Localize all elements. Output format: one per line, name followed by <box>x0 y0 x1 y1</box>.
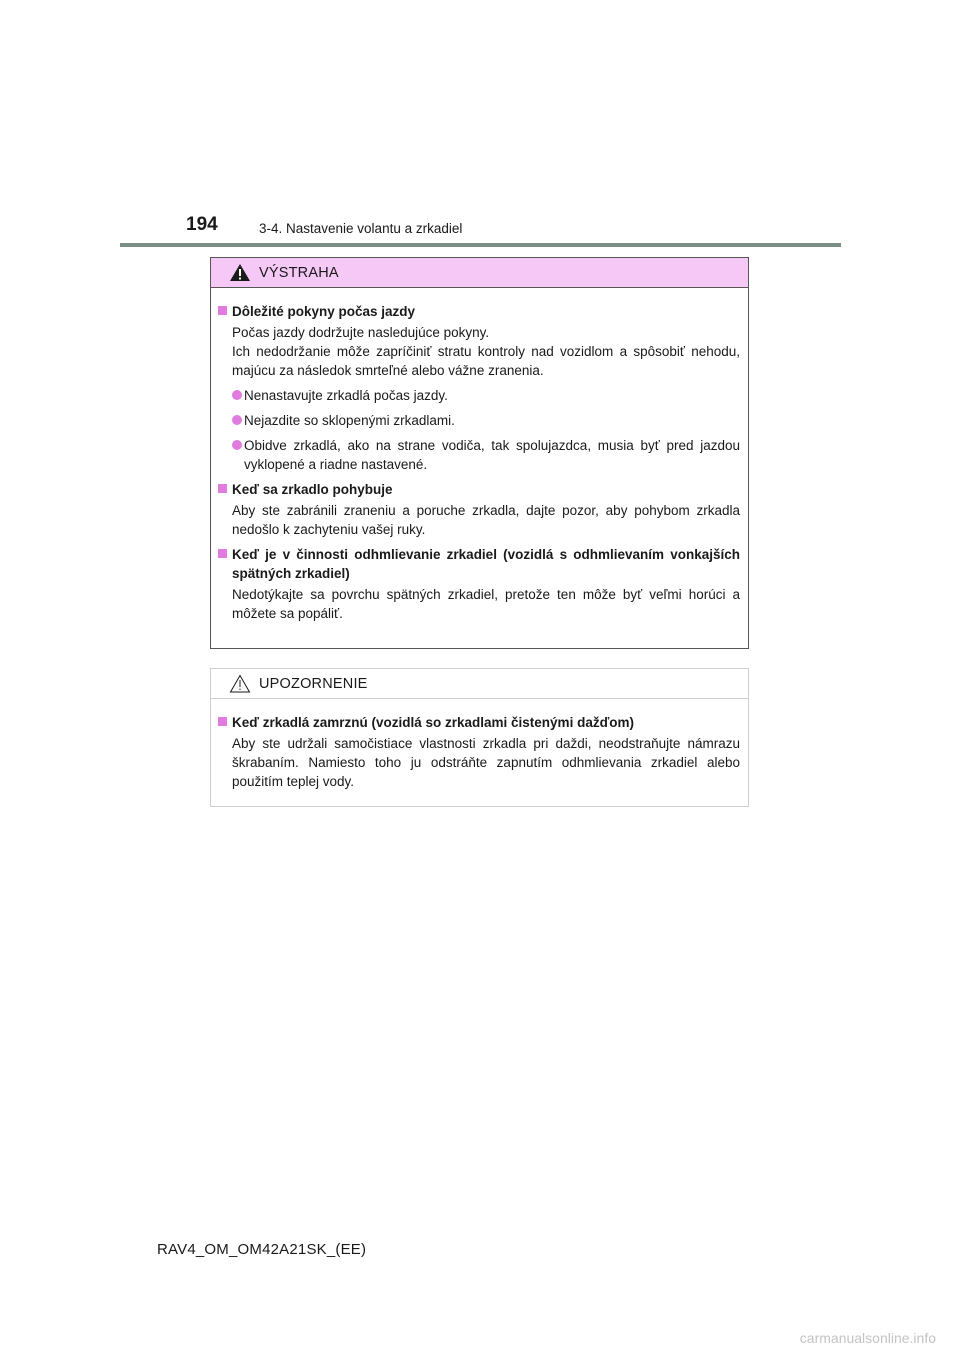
section-heading: Keď zrkadlá zamrznú (vozidlá so zrkadlami čistenými dažďom) <box>232 715 635 730</box>
paragraph: Nedotýkajte sa povrchu spätných zrkadiel, pretože ten môže byť veľmi horúci a môžete sa popáliť. <box>232 587 740 621</box>
list-item-text: Nenastavujte zrkadlá počas jazdy. <box>244 388 448 403</box>
square-bullet-icon <box>218 484 228 493</box>
paragraph: Aby ste udržali samočistiace vlastnosti zrkadla pri daždi, neodstraňujte námrazu škrabaním. Namiesto toho ju odstráňte zapnutím odhmlievania zrkadiel alebo použitím teplej vody. <box>232 736 740 789</box>
section-title: 3-4. Nastavenie volantu a zrkadiel <box>259 221 463 236</box>
header-rule <box>120 243 841 247</box>
round-bullet-icon <box>232 440 244 450</box>
list-item <box>232 411 740 430</box>
warning-triangle-filled-icon <box>229 263 251 282</box>
warning-box <box>210 257 749 649</box>
round-bullet-icon <box>232 390 244 400</box>
list-item-text: Nejazdite so sklopenými zrkadlami. <box>244 413 455 428</box>
square-bullet-icon <box>218 717 228 726</box>
square-bullet-icon <box>218 549 228 558</box>
list-item-text: Obidve zrkadlá, ako na strane vodiča, tak spolujazdca, musia byť pred jazdou vyklopené a riadne nastavené. <box>244 438 740 472</box>
warning-section-1 <box>218 302 740 321</box>
paragraph: Počas jazdy dodržujte nasledujúce pokyny. <box>232 325 490 340</box>
page-number: 194 <box>186 214 218 235</box>
section-heading: Dôležité pokyny počas jazdy <box>232 304 416 319</box>
warning-content <box>211 288 748 623</box>
caution-triangle-outline-icon <box>229 674 251 693</box>
caution-header <box>211 669 748 699</box>
section-heading: Keď je v činnosti odhmlievanie zrkadiel (vozidlá s odhmlievaním vonkajších spätných zrkadiel) <box>232 547 740 581</box>
warning-header <box>211 258 748 288</box>
paragraph: Aby ste zabránili zraneniu a poruche zrkadla, dajte pozor, aby pohybom zrkadla nedošlo k zachyteniu vašej ruky. <box>232 503 740 537</box>
watermark: carmanualsonline.info <box>799 1330 936 1346</box>
warning-section-2 <box>218 480 740 499</box>
caution-title: UPOZORNENIE <box>259 675 368 692</box>
warning-section-3 <box>218 545 740 583</box>
section-heading: Keď sa zrkadlo pohybuje <box>232 482 393 497</box>
round-bullet-icon <box>232 415 244 425</box>
warning-title: VÝSTRAHA <box>259 264 339 281</box>
square-bullet-icon <box>218 306 228 315</box>
caution-section-1 <box>218 713 740 732</box>
caution-content <box>211 699 748 791</box>
footer-doc-code: RAV4_OM_OM42A21SK_(EE) <box>157 1241 367 1258</box>
list-item <box>232 436 740 474</box>
list-item <box>232 386 740 405</box>
caution-box <box>210 668 749 807</box>
paragraph: Ich nedodržanie môže zapríčiniť stratu kontroly nad vozidlom a spôsobiť nehodu, majúcu za následok smrteľné alebo vážne zranenia. <box>232 344 740 378</box>
